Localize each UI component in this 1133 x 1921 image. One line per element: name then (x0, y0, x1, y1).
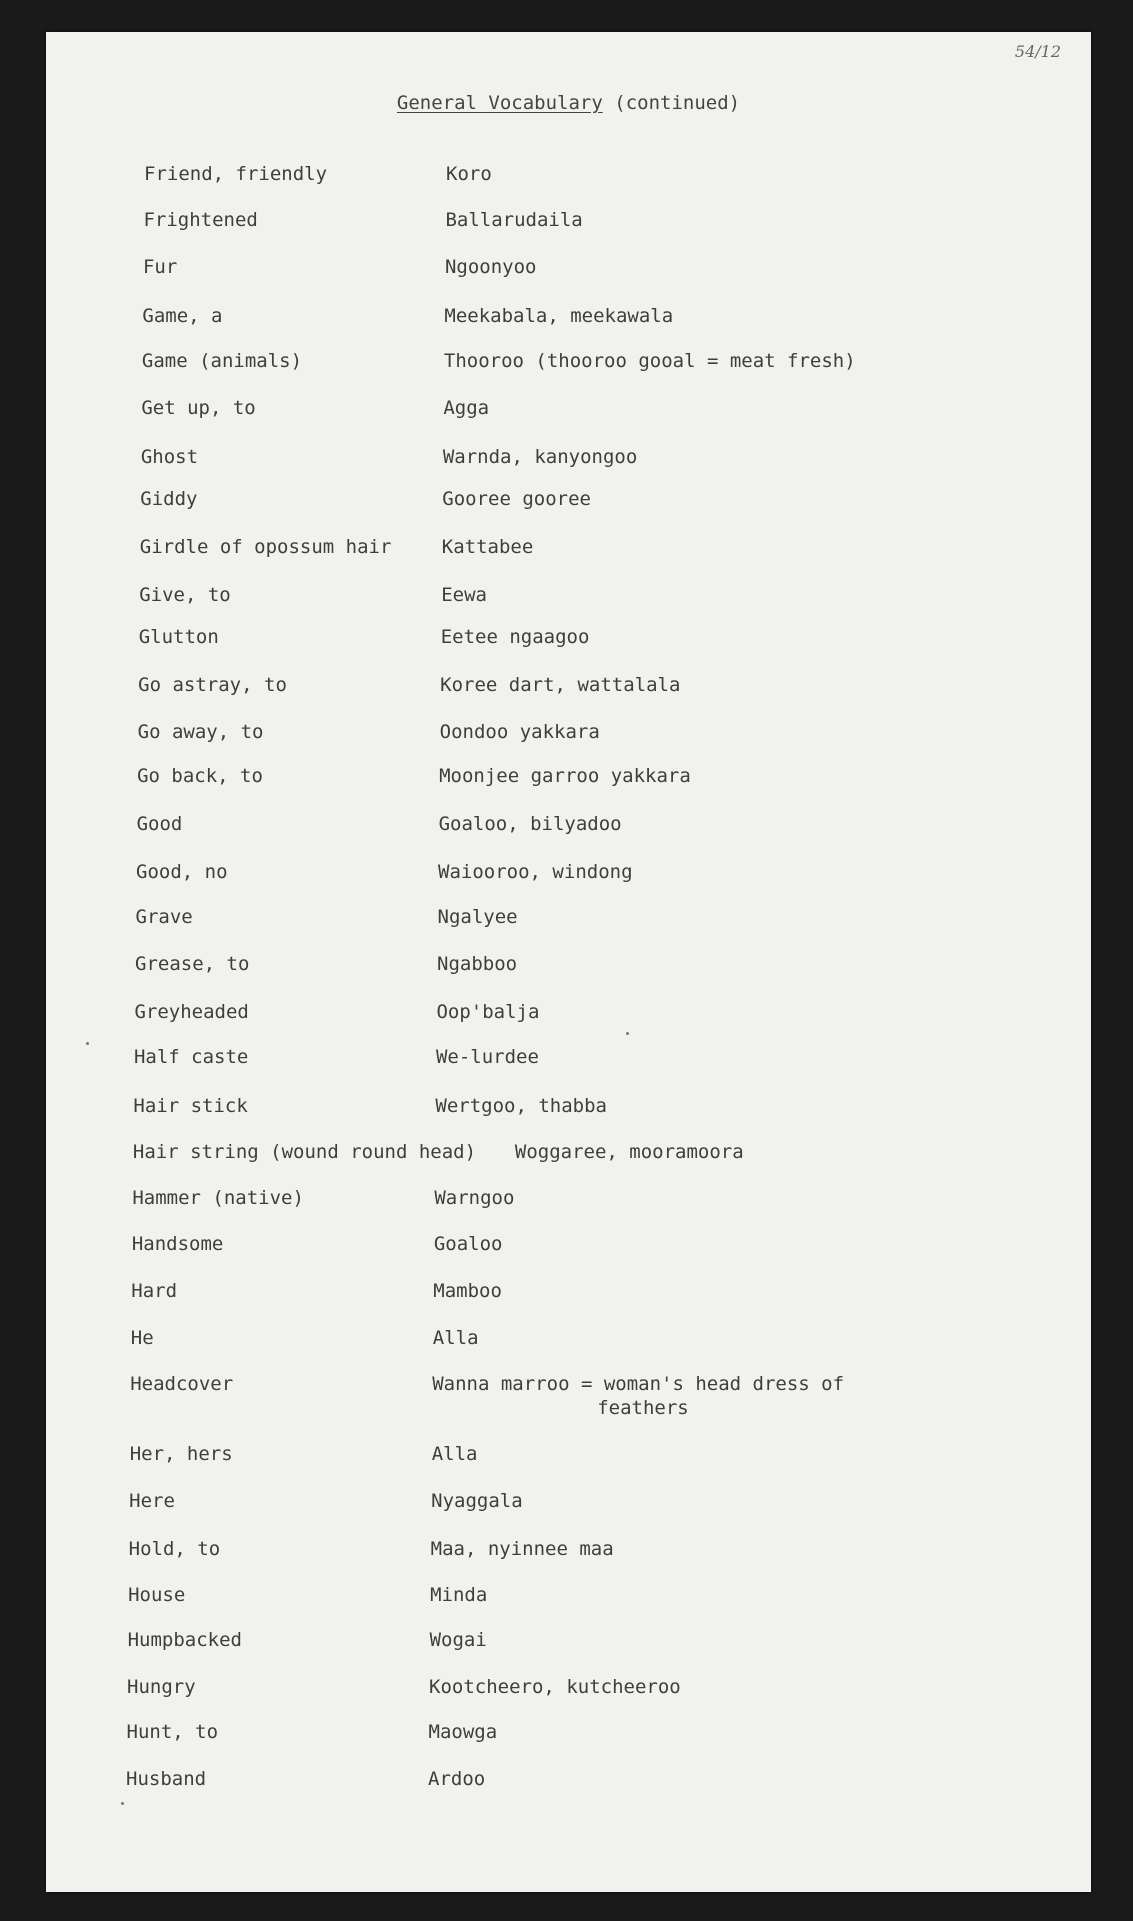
vocabulary-list (46, 32, 1091, 1892)
translation-line: Gooree gooree (442, 488, 591, 510)
aboriginal-translation (433, 1326, 479, 1350)
translation-line: Eewa (441, 584, 487, 606)
translation-line: Goaloo (433, 1233, 503, 1255)
english-term: Go back, to (137, 765, 263, 787)
translation-line: Minda (430, 1584, 488, 1606)
english-term: Game, a (142, 305, 223, 327)
aboriginal-translation (430, 1628, 487, 1652)
english-term: Grave (135, 906, 193, 928)
translation-line: Maa, nyinnee maa (430, 1538, 614, 1560)
translation-line: Warngoo (434, 1187, 515, 1209)
translation-line: Ngabboo (437, 953, 518, 975)
aboriginal-translation (433, 1279, 502, 1303)
title-main: General Vocabulary (396, 92, 603, 114)
translation-line: Ngalyee (437, 906, 518, 928)
aboriginal-translation (445, 208, 582, 232)
english-term: He (130, 1327, 154, 1349)
translation-line: Ballarudaila (445, 209, 583, 231)
paper-speck (86, 1042, 89, 1045)
aboriginal-translation (440, 720, 600, 744)
english-term: Girdle of opossum hair (139, 536, 392, 558)
translation-line: Waiooroo, windong (438, 861, 633, 883)
aboriginal-translation (438, 905, 518, 929)
aboriginal-translation (439, 764, 691, 788)
english-term: Go astray, to (138, 674, 287, 696)
english-term: Hair stick (133, 1095, 248, 1117)
aboriginal-translation (428, 1767, 485, 1791)
translation-line: Woggaree, mooramoora (514, 1141, 744, 1163)
aboriginal-translation (442, 535, 534, 559)
english-term: Her, hers (129, 1443, 233, 1465)
aboriginal-translation (438, 860, 632, 884)
aboriginal-translation (436, 1045, 539, 1069)
translation-line: Kattabee (441, 536, 534, 558)
aboriginal-translation (446, 162, 492, 186)
english-term: Handsome (131, 1233, 224, 1255)
page-number: 54/12 (1014, 42, 1061, 61)
translation-line: Goaloo, bilyadoo (438, 813, 622, 835)
title-suffix: (continued) (602, 92, 741, 114)
english-term: Husband (126, 1768, 207, 1790)
aboriginal-translation (437, 952, 517, 976)
english-term: Friend, friendly (144, 163, 328, 185)
aboriginal-translation (443, 445, 637, 469)
english-term: Hard (131, 1280, 178, 1302)
english-term: Frightened (143, 209, 258, 231)
translation-line: Koree dart, wattalala (440, 674, 681, 696)
translation-line: Wertgoo, thabba (435, 1095, 607, 1117)
english-term: Hair string (wound round head) (132, 1141, 477, 1163)
english-term: Greyheaded (134, 1001, 249, 1023)
translation-line: Alla (432, 1327, 479, 1349)
aboriginal-translation (445, 255, 537, 279)
english-term: Hold, to (128, 1538, 221, 1560)
translation-line: Oondoo yakkara (439, 721, 600, 743)
aboriginal-translation (440, 673, 680, 697)
english-term: Headcover (130, 1373, 234, 1395)
english-term: Good, no (136, 861, 228, 883)
english-term: Here (129, 1490, 175, 1512)
aboriginal-translation (432, 1372, 844, 1420)
aboriginal-translation (434, 1186, 514, 1210)
paper-speck (626, 1032, 629, 1035)
english-term: Hammer (native) (132, 1187, 304, 1209)
english-term: Fur (142, 256, 178, 278)
english-term: Give, to (139, 584, 231, 606)
aboriginal-translation (430, 1583, 487, 1607)
translation-line: Oop'balja (436, 1001, 540, 1023)
translation-line: Ardoo (428, 1768, 486, 1790)
aboriginal-translation (441, 583, 487, 607)
document-page (46, 32, 1091, 1892)
aboriginal-translation (429, 1675, 681, 1699)
english-term: House (128, 1584, 186, 1606)
english-term: Get up, to (141, 397, 256, 419)
aboriginal-translation (444, 304, 673, 328)
english-term: Glutton (138, 626, 219, 648)
english-term: Ghost (140, 446, 199, 468)
translation-line: Kootcheero, kutcheeroo (429, 1676, 681, 1698)
translation-line: Mamboo (433, 1280, 502, 1302)
translation-line: Alla (431, 1443, 478, 1465)
translation-line: Ngoonyoo (444, 256, 537, 278)
translation-line: Agga (443, 397, 490, 419)
english-term: Good (136, 813, 183, 835)
aboriginal-translation (432, 1442, 478, 1466)
english-term: Grease, to (135, 953, 250, 975)
aboriginal-translation (435, 1094, 607, 1118)
paper-speck (121, 1802, 124, 1805)
translation-line: Eetee ngaagoo (440, 626, 590, 648)
translation-line: Warnda, kanyongoo (442, 446, 638, 468)
aboriginal-translation (444, 349, 856, 373)
translation-line: We-lurdee (435, 1046, 539, 1068)
aboriginal-translation (443, 396, 489, 420)
aboriginal-translation (439, 812, 622, 836)
english-term: Go away, to (137, 721, 264, 743)
translation-line: Maowga (428, 1721, 498, 1743)
translation-line: Meekabala, meekawala (444, 305, 674, 327)
translation-line: Nyaggala (431, 1490, 523, 1512)
translation-line: Moonjee garroo yakkara (439, 765, 691, 787)
aboriginal-translation (429, 1720, 498, 1744)
aboriginal-translation (431, 1489, 523, 1513)
translation-line: Thooroo (thooroo gooal = meat fresh) (443, 350, 856, 372)
aboriginal-translation (434, 1232, 503, 1256)
aboriginal-translation (515, 1140, 744, 1164)
translation-line: Wanna marroo = woman's head dress of (432, 1373, 845, 1395)
translation-line: feathers (597, 1397, 689, 1419)
aboriginal-translation (442, 487, 591, 511)
aboriginal-translation (431, 1537, 614, 1561)
english-term: Humpbacked (127, 1629, 242, 1651)
translation-line: Koro (446, 163, 492, 185)
aboriginal-translation (436, 1000, 539, 1024)
english-term: Giddy (140, 488, 198, 510)
english-term: Hunt, to (126, 1721, 219, 1743)
translation-line: Wogai (429, 1629, 487, 1651)
english-term: Half caste (133, 1046, 249, 1068)
english-term: Game (animals) (141, 350, 303, 372)
english-term: Hungry (127, 1676, 196, 1698)
aboriginal-translation (441, 625, 590, 649)
